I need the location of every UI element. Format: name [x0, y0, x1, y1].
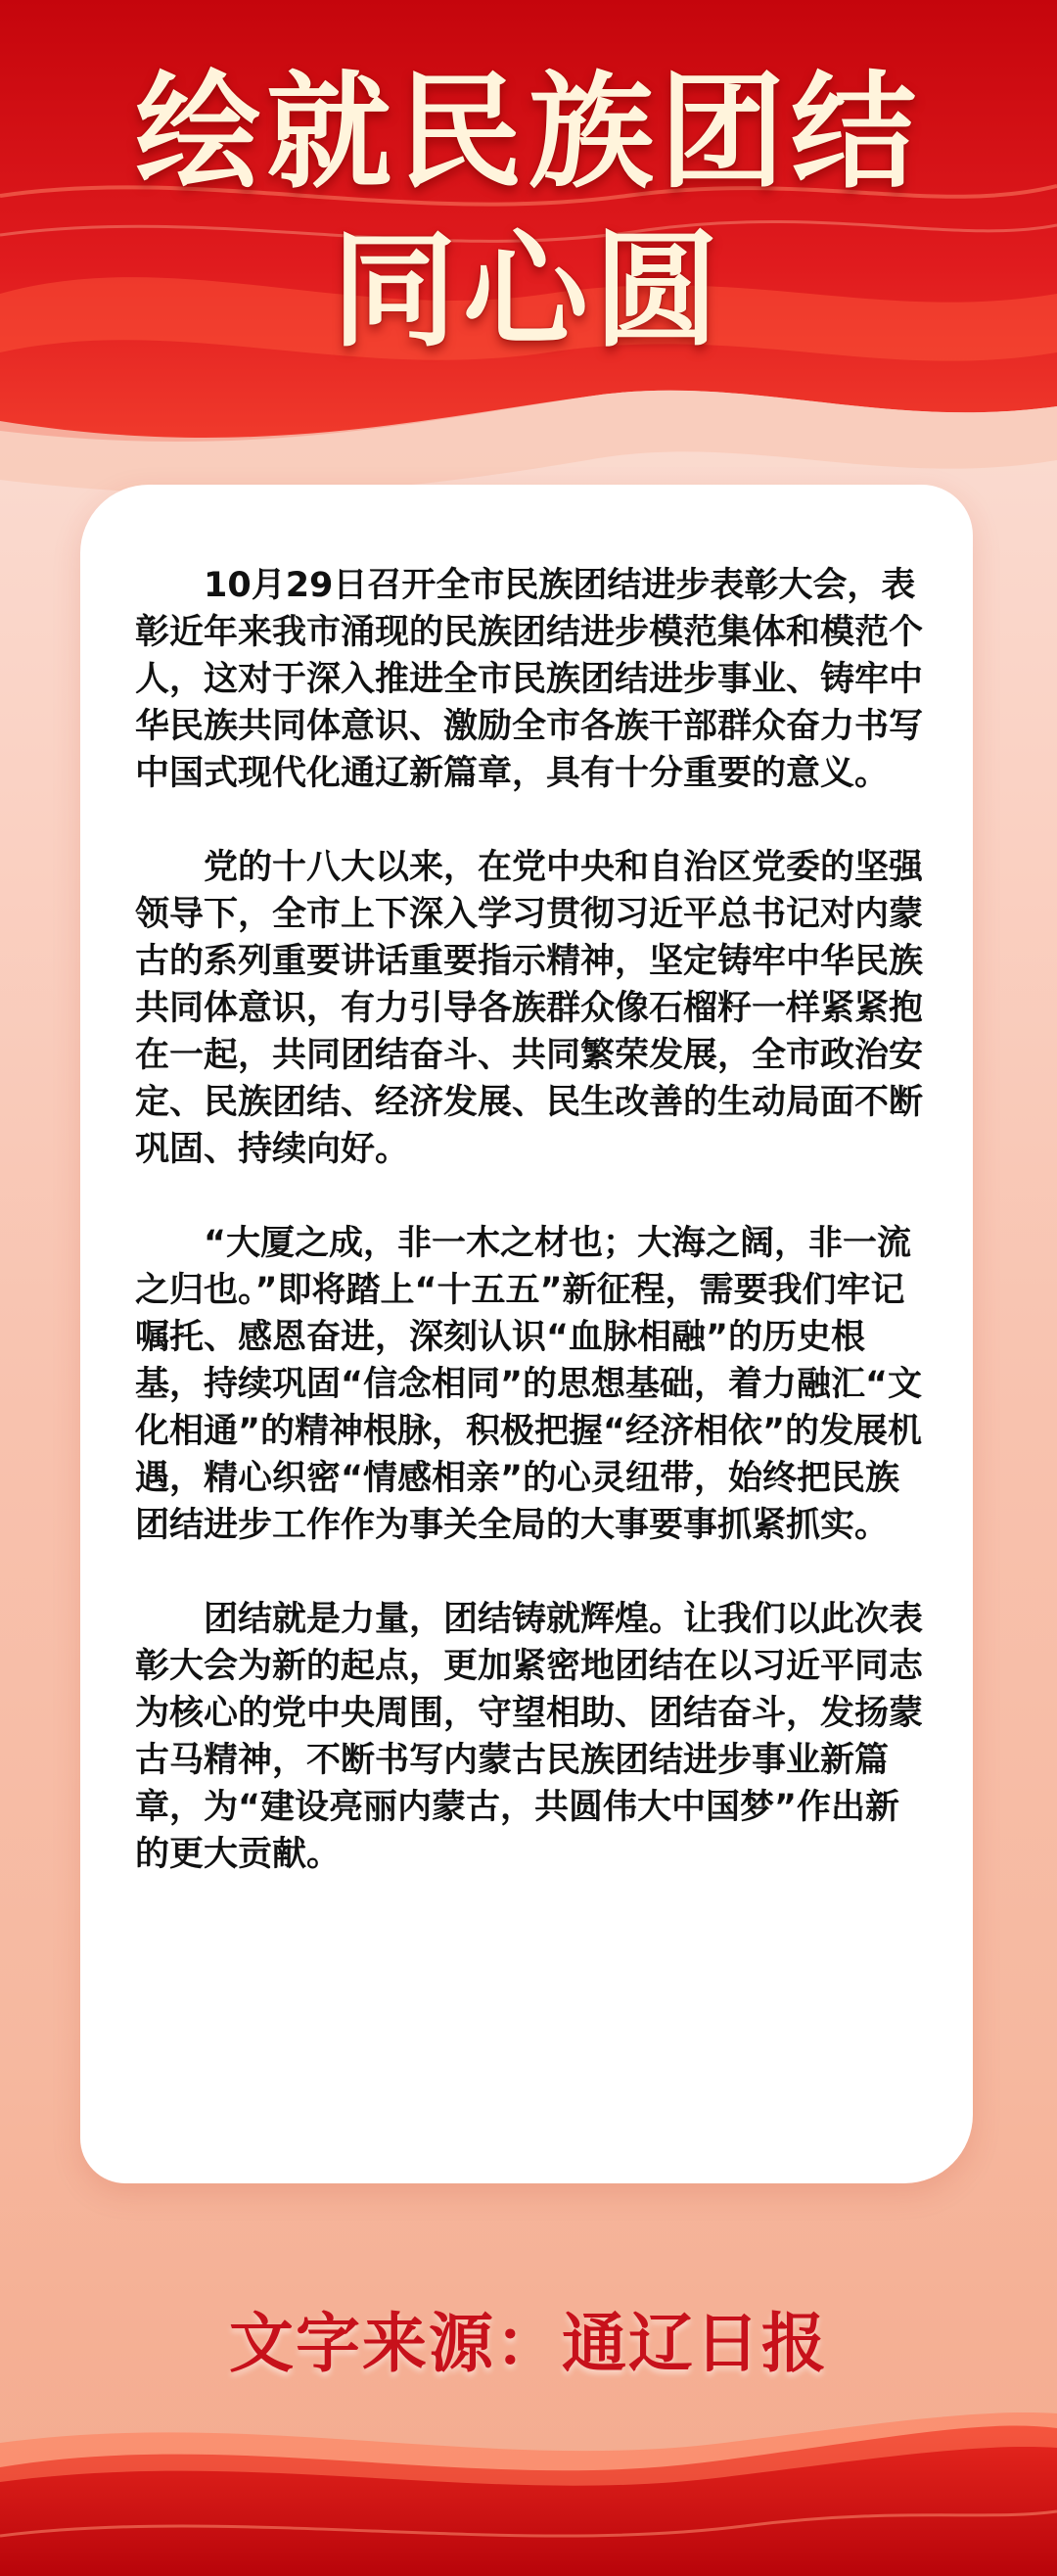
article-paragraph-1: 10月29日召开全市民族团结进步表彰大会，表彰近年来我市涌现的民族团结进步模范集体和模范个人，这对于深入推进全市民族团结进步事业、铸牢中华民族共同体意识、激励全市各族干部群众奋力书写中国式现代化通辽新篇章，具有十分重要的意义。	[135, 566, 924, 793]
article-paragraph-2: 党的十八大以来，在党中央和自治区党委的坚强领导下，全市上下深入学习贯彻习近平总书记对内蒙古的系列重要讲话重要指示精神，坚定铸牢中华民族共同体意识，有力引导各族群众像石榴籽一样紧紧抱在一起，共同团结奋斗、共同繁荣发展，全市政治安定、民族团结、经济发展、民生改善的生动局面不断巩固、持续向好。	[135, 848, 924, 1169]
page-title-line1: 绘就民族团结	[134, 60, 922, 206]
article-body	[135, 562, 923, 1925]
source-credit: 文字来源：通辽日报	[229, 2306, 828, 2381]
page-title-line2: 同心圆	[331, 218, 725, 364]
article-paragraph-4: 团结就是力量，团结铸就辉煌。让我们以此次表彰大会为新的起点，更加紧密地团结在以习近平同志为核心的党中央周围，守望相助、团结奋斗，发扬蒙古马精神，不断书写内蒙古民族团结进步事业新篇章，为“建设亮丽内蒙古，共圆伟大中国梦”作出新的更大贡献。	[135, 1600, 924, 1874]
article-paragraph-3: “大厦之成，非一木之材也；大海之阔，非一流之归也。”即将踏上“十五五”新征程，需要我们牢记嘱托、感恩奋进，深刻认识“血脉相融”的历史根基，持续巩固“信念相同”的思想基础，着力融汇“文化相通”的精神根脉，积极把握“经济相依”的发展机遇，精心织密“情感相亲”的心灵纽带，始终把民族团结进步工作作为事关全局的大事要事抓紧抓实。	[135, 1224, 923, 1545]
